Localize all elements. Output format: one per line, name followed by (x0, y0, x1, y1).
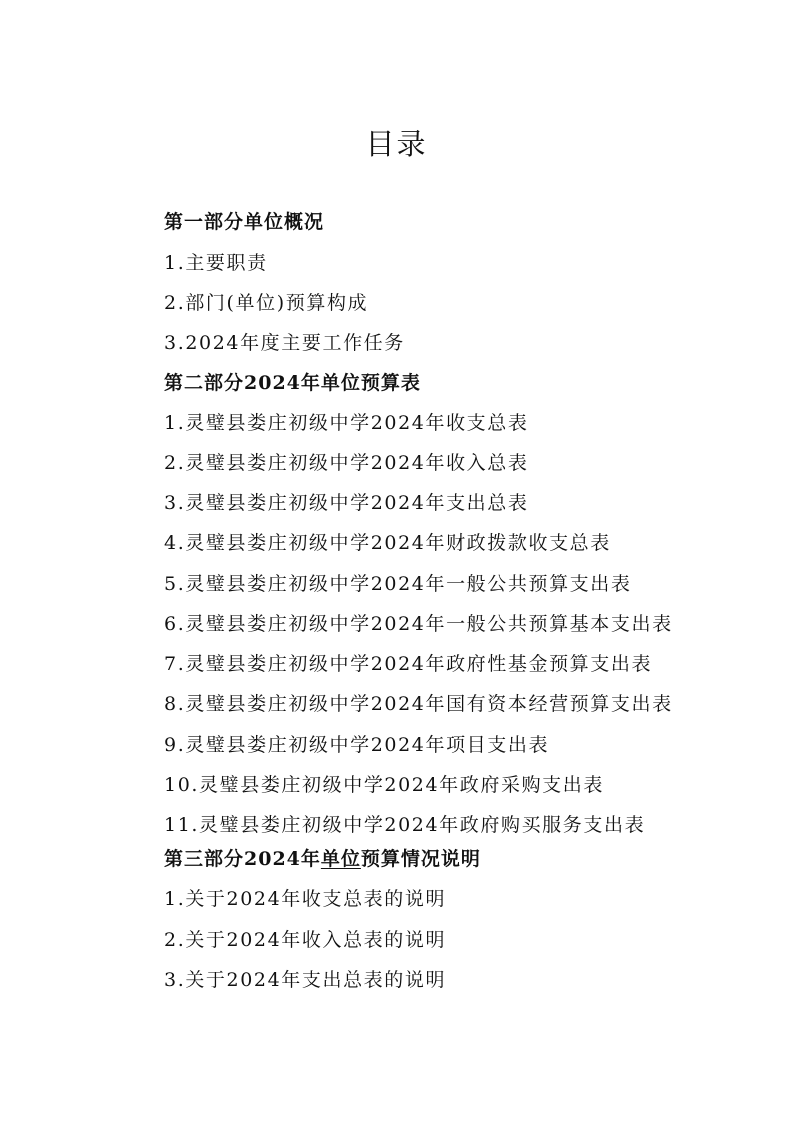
part3-heading-post: 预算情况说明 (360, 848, 481, 870)
part1-item-1: 1.主要职责 (164, 252, 268, 274)
part2-item-3: 3.灵璧县娄庄初级中学2024年支出总表 (164, 492, 529, 514)
part3-heading (164, 845, 481, 873)
part2-item-7: 7.灵璧县娄庄初级中学2024年政府性基金预算支出表 (164, 653, 653, 675)
part1-heading: 第一部分单位概况 (164, 211, 325, 233)
part2-item-5: 5.灵璧县娄庄初级中学2024年一般公共预算支出表 (164, 573, 632, 595)
part3-heading-underlined: 单位 (320, 848, 361, 870)
part2-item-10: 10.灵璧县娄庄初级中学2024年政府采购支出表 (164, 774, 604, 796)
part2-heading: 第二部分2024年单位预算表 (164, 372, 421, 394)
part3-item-3: 3.关于2024年支出总表的说明 (164, 969, 447, 991)
part2-item-2: 2.灵璧县娄庄初级中学2024年收入总表 (164, 452, 529, 474)
part3-item-1: 1.关于2024年收支总表的说明 (164, 888, 447, 910)
part2-item-11: 11.灵璧县娄庄初级中学2024年政府购买服务支出表 (164, 814, 646, 836)
part2-item-8: 8.灵璧县娄庄初级中学2024年国有资本经营预算支出表 (164, 693, 673, 715)
part1-item-3: 3.2024年度主要工作任务 (164, 332, 405, 354)
part2-item-9: 9.灵璧县娄庄初级中学2024年项目支出表 (164, 734, 550, 756)
part3-item-2: 2.关于2024年收入总表的说明 (164, 929, 447, 951)
part2-item-4: 4.灵璧县娄庄初级中学2024年财政拨款收支总表 (164, 532, 611, 554)
page-title: 目录 (365, 127, 428, 161)
part2-item-6: 6.灵璧县娄庄初级中学2024年一般公共预算基本支出表 (164, 613, 673, 635)
part3-heading-pre: 第三部分2024年 (164, 848, 321, 870)
part1-item-2: 2.部门(单位)预算构成 (164, 292, 369, 314)
part2-item-1: 1.灵璧县娄庄初级中学2024年收支总表 (164, 412, 529, 434)
